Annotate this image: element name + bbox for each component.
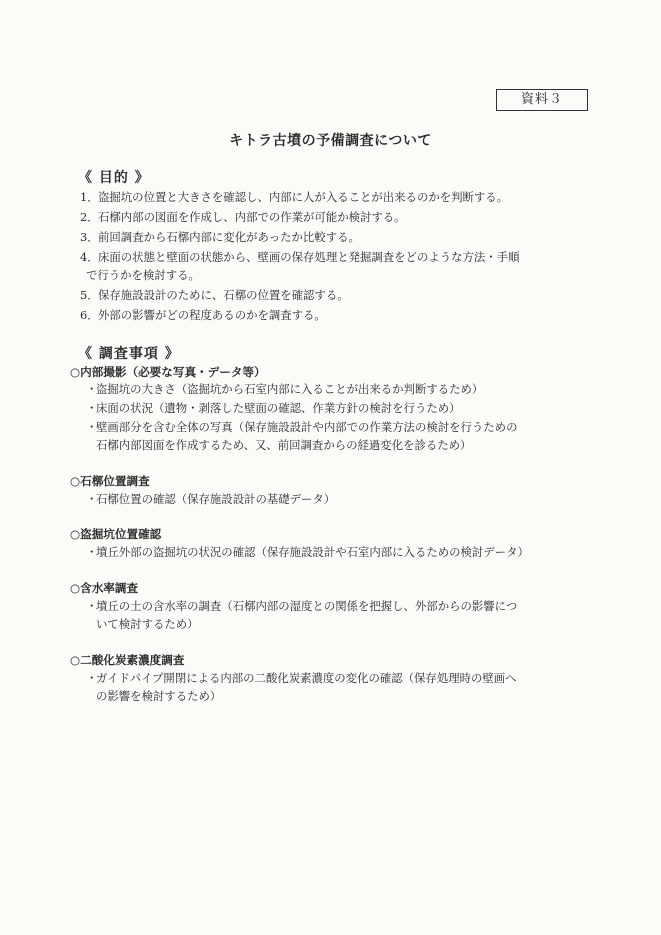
- item-number: 2．: [80, 210, 99, 224]
- purpose-item-continuation: で行うかを検討する。: [86, 268, 200, 282]
- purpose-item: [80, 307, 326, 323]
- bullet-text: 墳丘外部の盗掘坑の状況の確認（保存施設設計や石室内部に入るための検討データ）: [96, 545, 529, 559]
- item-number: 3．: [80, 230, 99, 244]
- survey-group-title: ○内部撮影（必要な写真・データ等）: [70, 365, 266, 379]
- item-text: 前回調査から石槨内部に変化があったか比較する。: [98, 230, 360, 244]
- survey-bullet: ・石槨位置の確認（保存施設設計の基礎データ）: [86, 492, 336, 506]
- survey-heading: 《 調査事項 》: [78, 346, 180, 362]
- item-text: 床面の状態と壁面の状態から、壁画の保存処理と発掘調査をどのような方法・手順: [98, 250, 520, 264]
- survey-bullet: ・壁画部分を含む全体の写真（保存施設設計や内部での作業方法の検討を行うための: [86, 420, 518, 434]
- survey-bullet: ・ガイドパイプ開閉による内部の二酸化炭素濃度の変化の確認（保存処理時の壁画へ: [86, 671, 517, 685]
- bullet-text: 石槨位置の確認（保存施設設計の基礎データ）: [96, 492, 336, 506]
- purpose-item: [80, 229, 360, 245]
- item-number: 6．: [80, 308, 99, 322]
- item-text: 保存施設設計のために、石槨の位置を確認する。: [98, 288, 349, 302]
- survey-group-title: ○二酸化炭素濃度調査: [70, 653, 185, 667]
- survey-group-title: ○盗掘坑位置確認: [70, 527, 162, 541]
- purpose-item: [80, 249, 519, 265]
- purpose-item: [80, 209, 406, 225]
- item-number: 4．: [80, 250, 99, 264]
- purpose-item: [80, 287, 349, 303]
- purpose-heading: 《 目的 》: [78, 170, 150, 186]
- bullet-text: 墳丘の土の含水率の調査（石槨内部の湿度との関係を把握し、外部からの影響につ: [96, 599, 518, 613]
- bullet-text: ガイドパイプ開閉による内部の二酸化炭素濃度の変化の確認（保存処理時の壁画へ: [96, 671, 517, 685]
- document-title: キトラ古墳の予備調査について: [229, 133, 432, 149]
- survey-bullet-continuation: の影響を検討するため）: [96, 689, 222, 703]
- purpose-item: [80, 189, 508, 205]
- survey-bullet-continuation: いて検討するため）: [96, 617, 199, 631]
- document-label: 資料３: [496, 89, 588, 111]
- bullet-text: 壁画部分を含む全体の写真（保存施設設計や内部での作業方法の検討を行うための: [96, 420, 518, 434]
- item-number: 1．: [80, 190, 99, 204]
- survey-group-title: ○石槨位置調査: [70, 474, 150, 488]
- survey-bullet: ・盗掘坑の大きさ（盗掘坑から石室内部に入ることが出来るか判断するため）: [86, 382, 484, 396]
- survey-bullet: ・墳丘の土の含水率の調査（石槨内部の湿度との関係を把握し、外部からの影響につ: [86, 599, 518, 613]
- survey-bullet: ・墳丘外部の盗掘坑の状況の確認（保存施設設計や石室内部に入るための検討データ）: [86, 545, 529, 559]
- survey-bullet: ・床面の状況（遺物・剥落した壁面の確認、作業方針の検討を行うため）: [86, 401, 461, 415]
- item-number: 5．: [80, 288, 99, 302]
- bullet-text: 床面の状況（遺物・剥落した壁面の確認、作業方針の検討を行うため）: [96, 401, 461, 415]
- survey-bullet-continuation: 石槨内部図面を作成するため、又、前回調査からの経過変化を診るため）: [96, 438, 472, 452]
- item-text: 石槨内部の図面を作成し、内部での作業が可能か検討する。: [98, 210, 406, 224]
- bullet-text: 盗掘坑の大きさ（盗掘坑から石室内部に入ることが出来るか判断するため）: [96, 382, 484, 396]
- survey-group-title: ○含水率調査: [70, 581, 139, 595]
- item-text: 外部の影響がどの程度あるのかを調査する。: [98, 308, 326, 322]
- item-text: 盗掘坑の位置と大きさを確認し、内部に人が入ることが出来るのかを判断する。: [98, 190, 509, 204]
